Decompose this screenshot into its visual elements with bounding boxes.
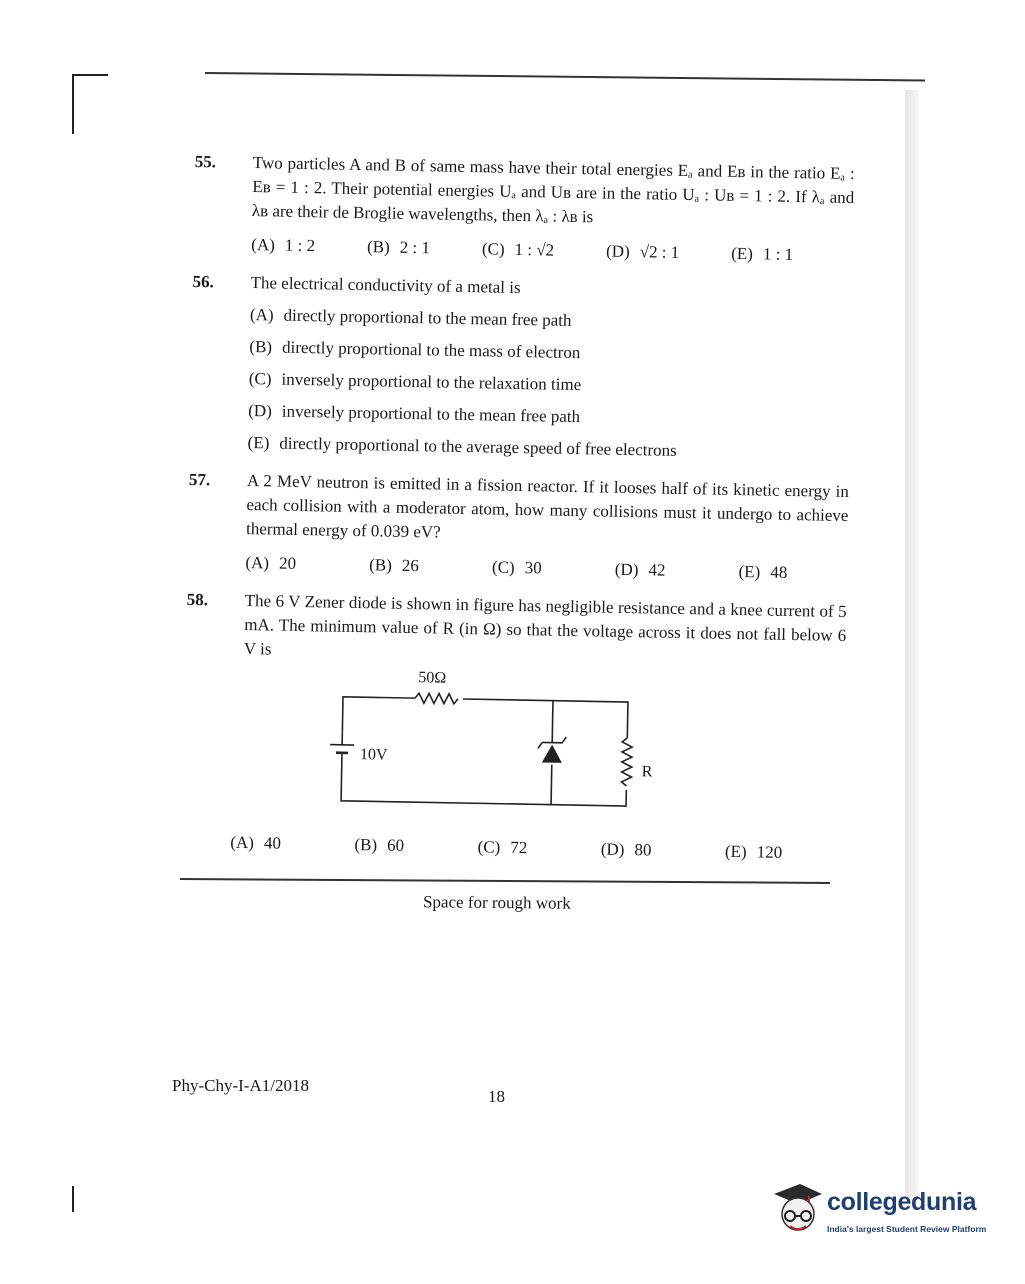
option-c[interactable]: (C) inversely proportional to the relaxation time [248, 369, 582, 395]
zener-bar [542, 736, 566, 742]
source-voltage-label: 10V [359, 746, 388, 764]
wire-top-left [342, 697, 415, 734]
question-text: Two particles A and B of same mass have their total energies Eₐ and Eʙ in the ratio Eₐ : Eʙ = 1 : 2. Their potential energies Uₐ and Uʙ are in the ratio Uₐ : Uʙ = 1 : 2. If λₐ and λʙ are their de Broglie wavelengths, then λₐ : λʙ is [251, 153, 855, 227]
brand-tagline: India's largest Student Review Platform [827, 1224, 987, 1234]
question-text: The electrical conductivity of a metal is [250, 273, 521, 297]
load-resistor-label: R [641, 763, 653, 781]
page-number: 18 [488, 1087, 505, 1106]
option-e[interactable]: (E) 1 : 1 [731, 243, 794, 264]
corner-mark [72, 1186, 74, 1212]
wire-top-right [462, 699, 628, 738]
options-row [251, 233, 853, 268]
option-a[interactable]: (A) 20 [245, 552, 297, 573]
option-d[interactable]: (D) 42 [614, 559, 666, 580]
brand-name: collegedunia [827, 1188, 977, 1216]
question-55 [193, 150, 855, 268]
option-a[interactable]: (A) 1 : 2 [251, 235, 316, 256]
questions-block [182, 150, 855, 880]
rough-work-label: Space for rough work [422, 892, 571, 913]
question-56 [189, 270, 852, 466]
option-a[interactable]: (A) directly proportional to the mean free path [249, 305, 572, 330]
paper-edge-shadow [905, 90, 919, 1200]
series-resistor [415, 693, 458, 704]
paper-code: Phy-Chy-I-A1/2018 [172, 1076, 309, 1095]
question-number: 57. [188, 469, 211, 490]
option-b[interactable]: (B) 26 [369, 555, 420, 576]
mascot-icon [770, 1180, 826, 1240]
option-a[interactable]: (A) 40 [230, 832, 282, 853]
option-c[interactable]: (C) 30 [491, 557, 542, 578]
corner-mark [72, 74, 108, 76]
corner-mark [72, 74, 74, 134]
option-d[interactable]: (D) 80 [600, 839, 652, 860]
options-row [230, 831, 842, 866]
option-e[interactable]: (E) 48 [738, 562, 788, 582]
collegedunia-watermark [770, 1180, 995, 1250]
rough-work-divider [180, 878, 830, 884]
zener-diode-icon [542, 744, 562, 762]
top-rule [205, 72, 925, 82]
options-list [247, 303, 852, 466]
option-d[interactable]: (D) √2 : 1 [605, 241, 680, 262]
options-row [245, 551, 847, 586]
option-b[interactable]: (B) 60 [354, 835, 405, 855]
option-c[interactable]: (C) 72 [477, 837, 528, 858]
option-d[interactable]: (D) inversely proportional to the mean free path [248, 401, 581, 427]
option-c[interactable]: (C) 1 : √2 [481, 239, 555, 260]
option-e[interactable]: (E) directly proportional to the average speed of free electrons [247, 433, 677, 460]
question-text: The 6 V Zener diode is shown in figure has negligible resistance and a knee current of 5 mA. The minimum value of R (in Ω) so that the voltage across it does not fall below 6 V is [243, 590, 847, 659]
question-text: A 2 MeV neutron is emitted in a fission reactor. If it looses half of its kinetic energy in each collision with a moderator atom, how many collisions must it undergo to achieve thermal energy of 0.039 eV? [245, 471, 850, 542]
option-e[interactable]: (E) 120 [724, 841, 783, 862]
question-number: 55. [194, 151, 217, 172]
zener-circuit-figure [241, 671, 846, 832]
question-57 [187, 468, 849, 586]
question-58 [182, 588, 847, 866]
question-number: 56. [192, 271, 215, 292]
load-resistor [621, 738, 632, 786]
option-b[interactable]: (B) 2 : 1 [366, 237, 431, 258]
series-resistor-label: 50Ω [418, 669, 447, 687]
question-number: 58. [186, 589, 209, 610]
option-b[interactable]: (B) directly proportional to the mass of electron [249, 337, 581, 363]
